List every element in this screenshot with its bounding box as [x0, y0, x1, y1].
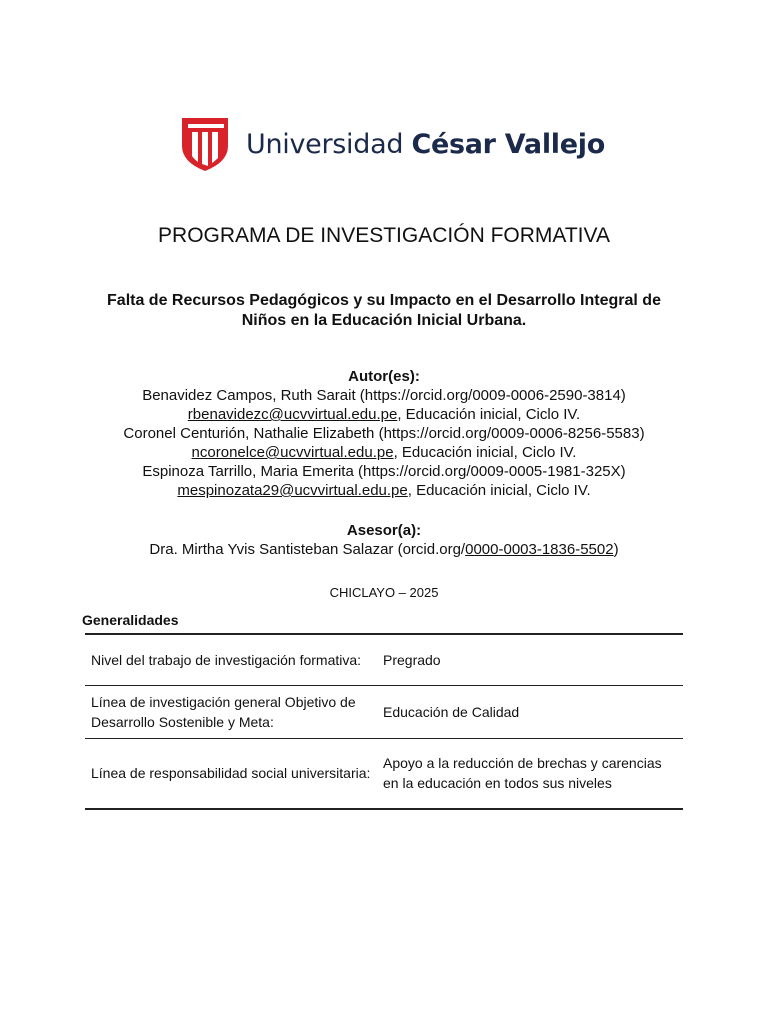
- authors-heading: Autor(es):: [348, 368, 420, 385]
- author-1: Benavidez Campos, Ruth Sarait (https://orcid.org/0009-0006-2590-3814): [142, 387, 626, 404]
- university-shield-icon: [180, 116, 230, 172]
- author-2-contact: ncoronelce@ucvvirtual.edu.pe, Educación inicial, Ciclo IV.: [191, 444, 577, 461]
- author-1-email-link[interactable]: rbenavidezc@ucvvirtual.edu.pe: [187, 406, 398, 423]
- advisor-heading: Asesor(a):: [346, 522, 422, 539]
- table-row: [85, 685, 683, 738]
- authors-section: [0, 367, 768, 500]
- row-value: Apoyo a la reducción de brechas y carencias en la educación en todos sus niveles: [377, 738, 683, 809]
- university-name: Universidad César Vallejo: [246, 128, 605, 160]
- row-label: Línea de investigación general Objetivo de Desarrollo Sostenible y Meta:: [85, 685, 377, 738]
- university-logo: [180, 116, 605, 172]
- generalidades-table: [85, 633, 683, 810]
- author-2: Coronel Centurión, Nathalie Elizabeth (https://orcid.org/0009-0006-8256-5583): [123, 425, 645, 442]
- paper-title: Falta de Recursos Pedagógicos y su Impacto en el Desarrollo Integral de Niños en la Educación Inicial Urbana.: [107, 292, 661, 329]
- author-1-contact: rbenavidezc@ucvvirtual.edu.pe, Educación inicial, Ciclo IV.: [187, 406, 581, 423]
- author-3: Espinoza Tarrillo, Maria Emerita (https://orcid.org/0009-0005-1981-325X): [142, 463, 626, 480]
- advisor-name: Dra. Mirtha Yvis Santisteban Salazar (orcid.org/0000-0003-1836-5502): [149, 541, 619, 558]
- author-3-email-link[interactable]: mespinozata29@ucvvirtual.edu.pe: [177, 482, 408, 499]
- city-year: CHICLAYO – 2025: [329, 585, 439, 600]
- row-label: Nivel del trabajo de investigación formativa:: [85, 634, 377, 685]
- advisor-section: [0, 521, 768, 559]
- program-title: PROGRAMA DE INVESTIGACIÓN FORMATIVA: [158, 224, 610, 247]
- row-value: Pregrado: [377, 634, 683, 685]
- generalidades-title: Generalidades: [82, 612, 179, 628]
- table-row: [85, 634, 683, 685]
- advisor-orcid-link[interactable]: 0000-0003-1836-5502: [465, 541, 614, 558]
- author-3-contact: mespinozata29@ucvvirtual.edu.pe, Educación inicial, Ciclo IV.: [177, 482, 591, 499]
- table-row: [85, 738, 683, 809]
- author-2-email-link[interactable]: ncoronelce@ucvvirtual.edu.pe: [191, 444, 394, 461]
- row-label: Línea de responsabilidad social universitaria:: [85, 738, 377, 809]
- row-value: Educación de Calidad: [377, 685, 683, 738]
